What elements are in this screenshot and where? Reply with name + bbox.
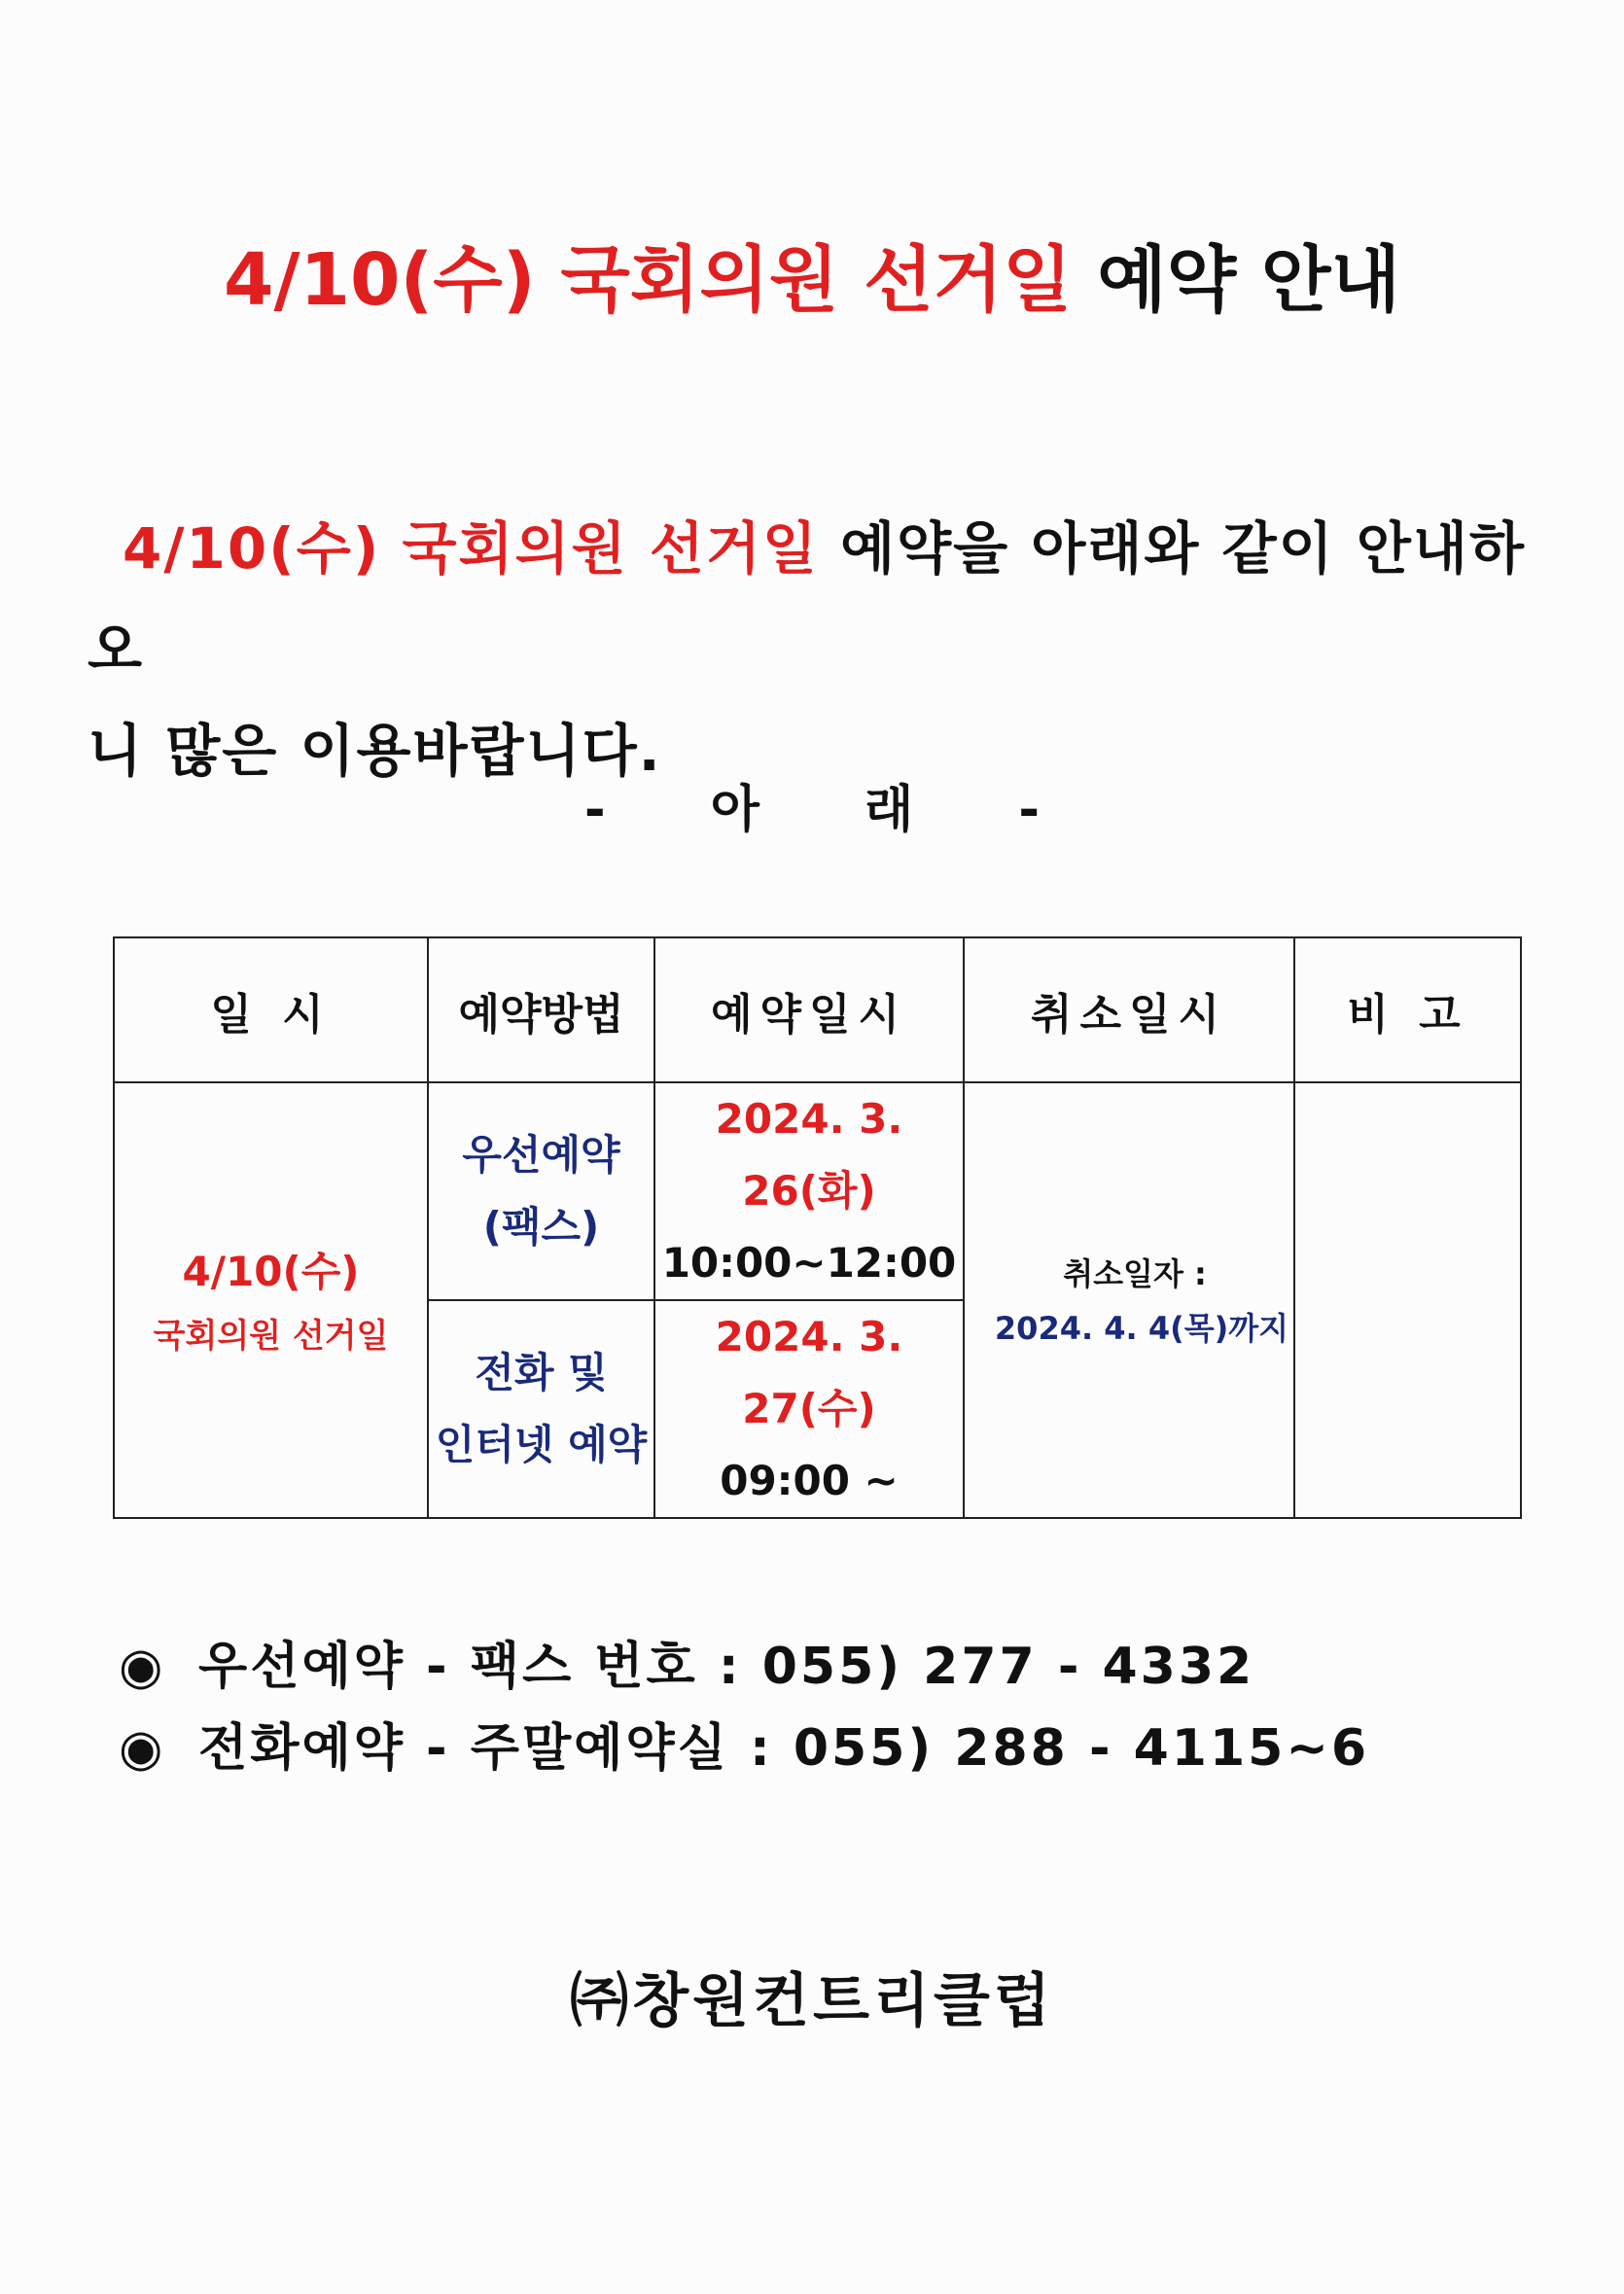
table-header-row xyxy=(114,937,1521,1082)
contact-phone-text: 전화예약 - 주말예약실 : 055) 288 - 4115~6 xyxy=(198,1719,1370,1778)
contact-fax-text: 우선예약 - 팩스 번호 : 055) 277 - 4332 xyxy=(198,1638,1255,1696)
reservation-time-cell xyxy=(654,1300,964,1518)
cancel-date: 2024. 4. 4(목)까지 xyxy=(994,1310,1289,1347)
event-name: 국회의원 선거일 xyxy=(153,1317,389,1356)
bullet-icon: ◉ xyxy=(119,1638,166,1696)
reservation-time: 10:00~12:00 xyxy=(661,1239,957,1287)
notice-heading: - 아 래 - xyxy=(584,781,1040,839)
contact-list xyxy=(119,1626,1529,1789)
method-line1: 전화 및 xyxy=(475,1349,608,1396)
event-date: 4/10(수) xyxy=(182,1248,360,1295)
page-title xyxy=(0,238,1624,322)
method-cell xyxy=(428,1082,654,1300)
intro-highlight: 4/10(수) 국회의원 선거일 xyxy=(123,515,819,582)
contact-fax xyxy=(119,1626,1529,1708)
header-method: 예약방법 xyxy=(428,937,654,1082)
reservation-date: 2024. 3. 26(화) xyxy=(715,1095,903,1215)
title-highlight: 4/10(수) 국회의원 선거일 xyxy=(223,238,1073,322)
header-note: 비 고 xyxy=(1294,937,1521,1082)
method-line2: (팩스) xyxy=(482,1203,600,1251)
method-cell xyxy=(428,1300,654,1518)
method-line2: 인터넷 예약 xyxy=(435,1421,648,1468)
intro-line1-rest: 예약을 아래와 같이 안내하오 xyxy=(88,515,1526,683)
reservation-time-cell xyxy=(654,1082,964,1300)
intro-paragraph xyxy=(88,498,1546,801)
cancel-cell xyxy=(964,1082,1294,1518)
header-date: 일 시 xyxy=(114,937,428,1082)
reservation-date: 2024. 3. 27(수) xyxy=(715,1313,903,1432)
bullet-icon: ◉ xyxy=(119,1719,166,1778)
title-rest: 예약 안내 xyxy=(1097,238,1400,322)
cancel-label: 취소일자 : xyxy=(1063,1255,1207,1292)
company-name: ㈜창원컨트리클럽 xyxy=(570,1967,1054,2035)
intro-line2: 니 많은 이용바랍니다. xyxy=(88,718,662,784)
date-cell xyxy=(114,1082,428,1518)
table-row xyxy=(114,1082,1521,1300)
header-cancel-time: 취소일시 xyxy=(964,937,1294,1082)
reservation-time: 09:00 ~ xyxy=(720,1457,899,1504)
note-cell xyxy=(1294,1082,1521,1518)
contact-phone xyxy=(119,1708,1529,1789)
method-line1: 우선예약 xyxy=(462,1131,620,1179)
reservation-table xyxy=(113,936,1522,1519)
header-reservation-time: 예약일시 xyxy=(654,937,964,1082)
